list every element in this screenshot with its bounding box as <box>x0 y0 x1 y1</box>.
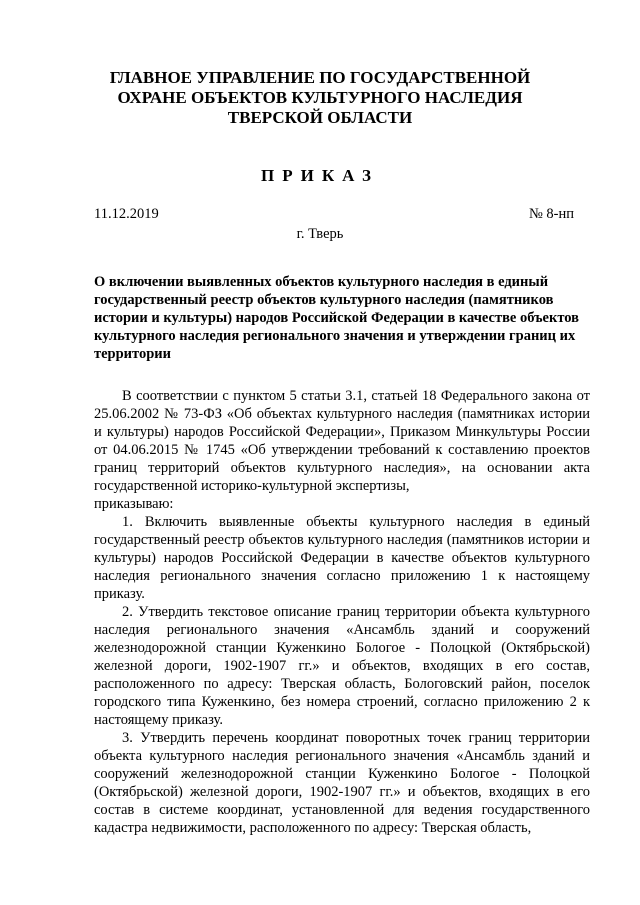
document-number: № 8-нп <box>528 206 574 222</box>
item-3-paragraph: 3. Утвердить перечень координат поворотных точек границ территории объекта культурного наследия регионального значения «Ансамбль зданий и сооружений железнодорожной станции Куженкино Бологое - Полоцкой (Октябрьской) железной дороги, 1902-1907 гг.» и объектов, входящих в его состав в системе координат, установленной для ведения государственного кадастра недвижимости, расположенного по адресу: Тверская область, <box>94 730 590 836</box>
order-word: приказываю: <box>94 496 174 512</box>
authority-header <box>60 68 580 128</box>
intro-paragraph: В соответствии с пунктом 5 статьи 3.1, статьей 18 Федерального закона от 25.06.2002 № 73-ФЗ «Об объектах культурного наследия (памятниках истории и культуры) народов Российской Федерации», Приказом Минкультуры России от 04.06.2015 № 1745 «Об утверждении требований к составлению проектов границ территорий объектов культурного наследия», на основании акта государственной историко-культурной экспертизы, <box>94 388 590 494</box>
document-date: 11.12.2019 <box>94 206 159 222</box>
authority-header-line-1: ГЛАВНОЕ УПРАВЛЕНИЕ ПО ГОСУДАРСТВЕННОЙ <box>109 68 531 87</box>
item-1-paragraph: 1. Включить выявленные объекты культурного наследия в единый государственный реестр объектов культурного наследия (памятников истории и культуры) народов Российской Федерации в качестве объектов культурного наследия регионального значения согласно приложению 1 к настоящему приказу. <box>94 514 590 602</box>
document-body <box>94 387 590 837</box>
document-type: ПРИКАЗ <box>261 166 379 185</box>
document-city: г. Тверь <box>296 226 344 242</box>
item-2-paragraph: 2. Утвердить текстовое описание границ территории объекта культурного наследия регионального значения «Ансамбль зданий и сооружений железнодорожной станции Куженкино Бологое - Полоцкой (Октябрьской) железной дороги, 1902-1907 гг.» и объектов, входящих в его состав, расположенного по адресу: Тверская область, Бологовский район, поселок городского типа Куженкино, без номера строений, согласно приложению 2 к настоящему приказу. <box>94 604 590 728</box>
document-title: О включении выявленных объектов культурного наследия в единый государственный реестр объектов культурного наследия (памятников истории и культуры) народов Российской Федерации в качестве объектов культурного наследия регионального значения и утверждении границ их территории <box>94 274 579 362</box>
authority-header-line-3: ТВЕРСКОЙ ОБЛАСТИ <box>227 108 413 127</box>
authority-header-line-2: ОХРАНЕ ОБЪЕКТОВ КУЛЬТУРНОГО НАСЛЕДИЯ <box>117 88 523 107</box>
